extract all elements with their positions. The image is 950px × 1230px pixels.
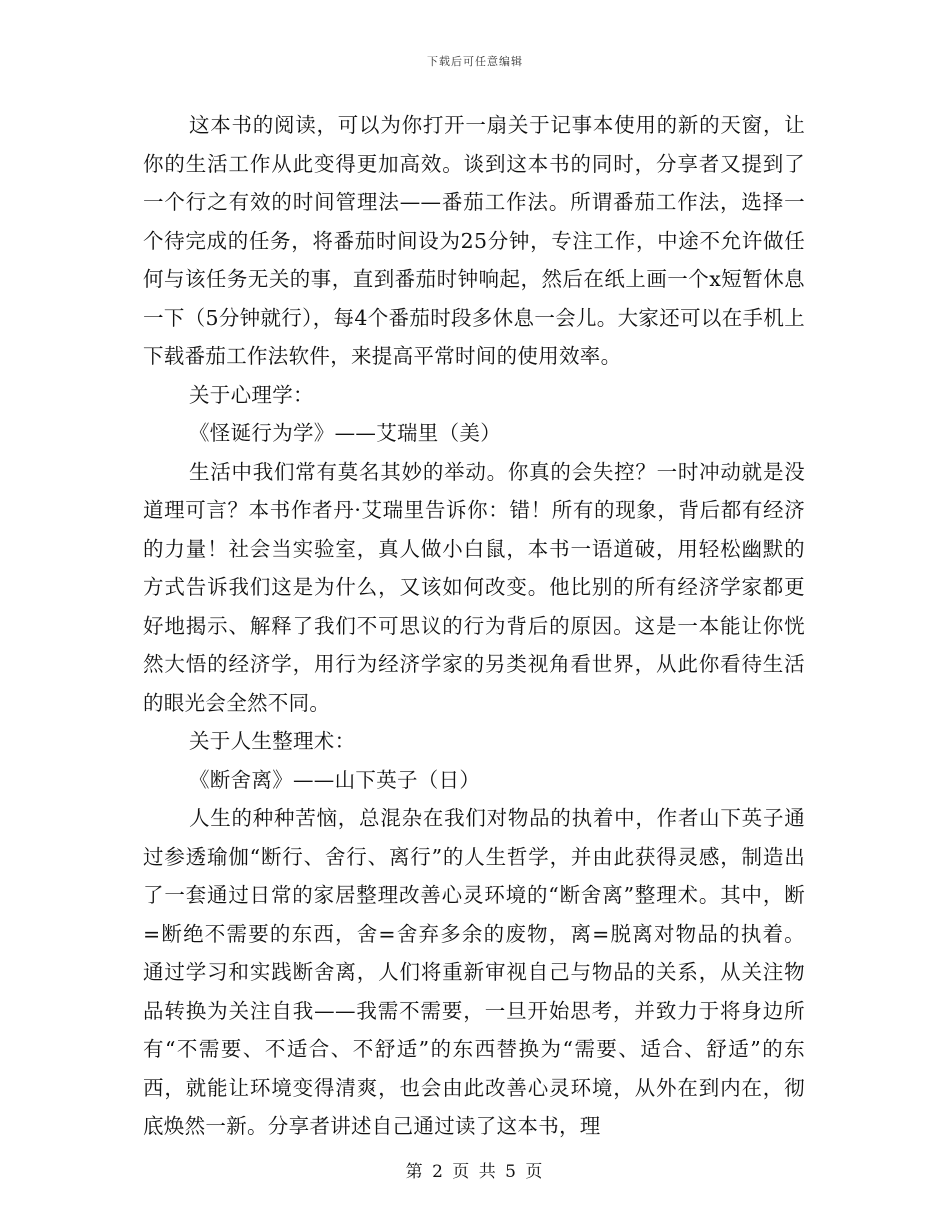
paragraph-danshari: 人生的种种苦恼，总混杂在我们对物品的执着中，作者山下英子通过参透瑜伽“断行、舍行、离行”的人生哲学，并由此获得灵感，制造出了一套通过日常的家居整理改善心灵环境的“断舍离”整理术。其中，断=断绝不需要的东西，舍=舍弃多余的废物，离=脱离对物品的执着。 通过学习和实践断舍离，人们将重新审视自己与物品的关系，从关注物品转换为关注自我——我需不需要，一旦开始思考，并致力于将身边所有“不需要、不适合、不舒适”的东西替换为“需要、适合、舒适”的东西，就能让环境变得清爽，也会由此改善心灵环境，从外在到内在，彻底焕然一新。分享者讲述自己通过读了这本书，理 [143, 806, 805, 1138]
section-heading-life-organizing: 关于人生整理术： [189, 729, 356, 753]
section-heading-psychology: 关于心理学： [189, 382, 314, 407]
document-body [143, 106, 805, 1146]
page-number: 第 2 页 共 5 页 [405, 1162, 545, 1182]
paragraph-pomodoro: 这本书的阅读，可以为你打开一扇关于记事本使用的新的天窗，让你的生活工作从此变得更加高效。谈到这本书的同时，分享者又提到了一个行之有效的时间管理法——番茄工作法。所谓番茄工作法，选择一个待完成的任务，将番茄时间设为25分钟，专注工作，中途不允许做任何与该任务无关的事，直到番茄时钟响起，然后在纸上画一个x短暂休息一下（5分钟就行），每4个番茄时段多休息一会儿。大家还可以在手机上下载番茄工作法软件，来提高平常时间的使用效率。 [143, 113, 805, 368]
paragraph-behavioral-economics: 生活中我们常有莫名其妙的举动。你真的会失控？一时冲动就是没道理可言？本书作者丹·艾瑞里告诉你：错！所有的现象，背后都有经济的力量！社会当实验室，真人做小白鼠，本书一语道破，用轻松幽默的方式告诉我们这是为什么，又该如何改变。他比别的所有经济学家都更好地揭示、解释了我们不可思议的行为背后的原因。这是一本能让你恍然大悟的经济学，用行为经济学家的另类视角看世界，从此你看待生活的眼光会全然不同。 [143, 459, 805, 715]
book-title-danshari: 《断舍离》——山下英子（日） [189, 767, 481, 792]
page-header: 下载后可任意编辑 [427, 55, 523, 68]
book-title-predictably-irrational: 《怪诞行为学》——艾瑞里（美） [189, 421, 501, 445]
